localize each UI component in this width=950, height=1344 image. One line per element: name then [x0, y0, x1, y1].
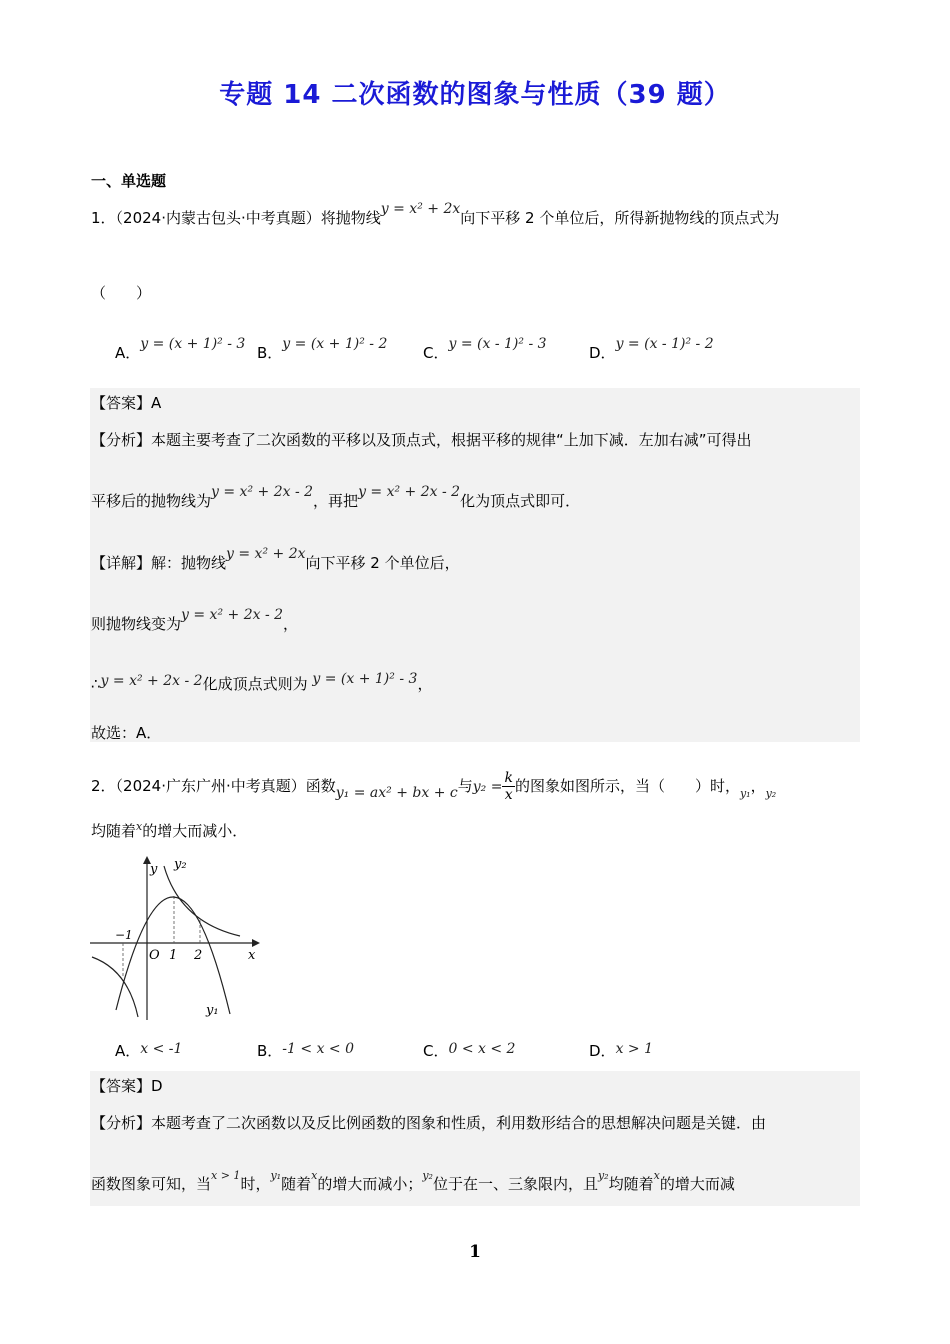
q2-option-c[interactable]: C．0 < x < 2 — [423, 1041, 516, 1060]
q1-analysis-cont: 平移后的抛物线为y = x² + 2x - 2，再把y = x² + 2x - 2化为顶点式即可． — [91, 484, 581, 510]
question-2-stem-cont: 均随着$^x$的增大而减小． — [91, 820, 248, 840]
q1-answer: 【答案】A — [91, 394, 162, 412]
q2-answer: 【答案】D — [91, 1077, 163, 1095]
q1-analysis: 【分析】本题主要考查了二次函数的平移以及顶点式，根据平移的规律“上加下减．左加右减”可得出 — [91, 431, 752, 449]
q1-option-c[interactable]: C．y = (x - 1)² - 3 — [423, 336, 547, 362]
q1-option-a[interactable]: A．y = (x + 1)² - 3 — [115, 336, 246, 362]
q2-analysis: 【分析】本题考查了二次函数以及反比例函数的图象和性质，利用数形结合的思想解决问题是关键．由 — [91, 1114, 767, 1132]
q1-option-d[interactable]: D．y = (x - 1)² - 2 — [589, 336, 714, 362]
label-1: 1 — [169, 948, 178, 963]
page-number: 1 — [469, 1242, 481, 1262]
fraction: $\frac{k}{x}$ — [504, 770, 513, 803]
question-2-stem: 2．（2024·广东广州·中考真题）函数y₁ = ax² + bx + c与y₂ = $\frac{k}{x}$的图象如图所示，当（ ）时，$_{y_1}$，$_{y_2}$ — [91, 770, 777, 803]
q2-option-d[interactable]: D．x > 1 — [589, 1041, 653, 1060]
q1-choose: 故选：A． — [91, 724, 162, 742]
hyperbola-y2-right — [164, 866, 240, 936]
label-y1: y₁ — [206, 1003, 219, 1018]
question-1-stem: 1．（2024·内蒙古包头·中考真题）将抛物线y = x² + 2x向下平移 2 个单位后，所得新抛物线的顶点式为 — [91, 201, 780, 227]
q1-detail-2: 则抛物线变为y = x² + 2x - 2， — [91, 607, 299, 633]
q2-option-a[interactable]: A．x < -1 — [115, 1041, 183, 1060]
label-x: x — [248, 948, 256, 963]
label-y: y — [150, 862, 158, 877]
math-expression: y = x² + 2x — [380, 201, 461, 217]
q1-detail-3: ∴y = x² + 2x - 2化成顶点式则为 y = (x + 1)² - 3， — [91, 671, 433, 693]
function-graph — [88, 852, 268, 1022]
label-neg1: −1 — [115, 928, 133, 942]
hyperbola-y2-left — [92, 957, 138, 1017]
page-title: 专题 14 二次函数的图象与性质（39 题） — [219, 80, 731, 110]
x-axis-arrow — [252, 939, 260, 947]
q2-analysis-cont: 函数图象可知，当$^{x > 1}$时，$^{y_1}$随着$^x$的增大而减小；$^{y_2}$位于在一、三象限内，且$^{y_2}$均随着$^x$的增大而减 — [91, 1169, 735, 1193]
label-y2: y₂ — [174, 857, 187, 872]
q1-option-b[interactable]: B．y = (x + 1)² - 2 — [257, 336, 388, 362]
question-1-paren: （ ） — [91, 284, 152, 302]
q2-option-b[interactable]: B．-1 < x < 0 — [257, 1041, 354, 1060]
label-origin: O — [149, 948, 160, 963]
section-heading: 一、单选题 — [91, 172, 167, 190]
label-2: 2 — [194, 948, 203, 963]
q1-detail: 【详解】解：抛物线y = x² + 2x向下平移 2 个单位后， — [91, 546, 460, 572]
